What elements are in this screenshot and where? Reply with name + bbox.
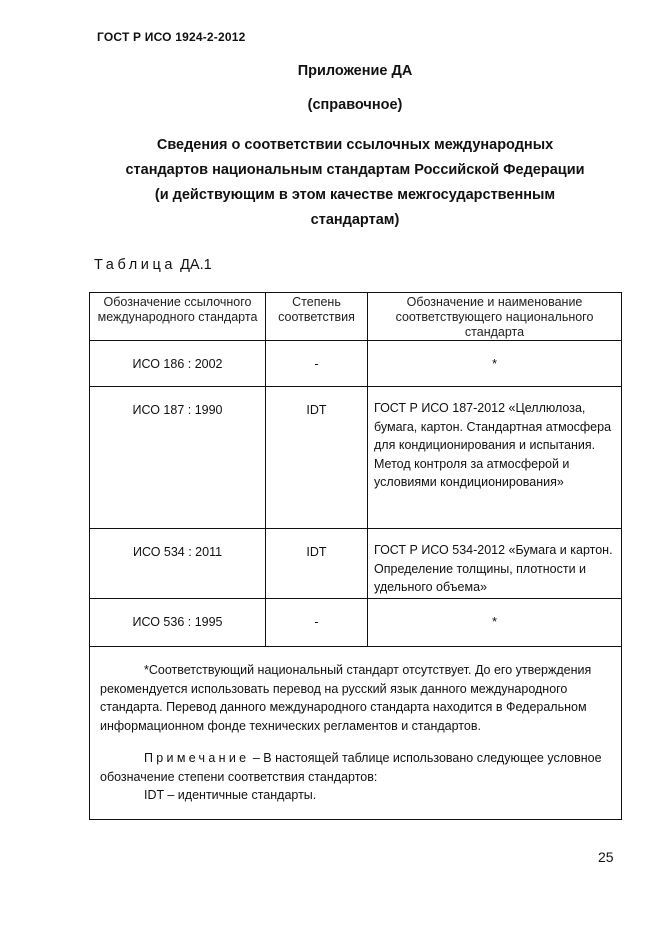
annex-heading-line: (и действующим в этом качестве межгосударственным [154, 187, 556, 203]
annex-title: Приложение ДА [297, 63, 413, 79]
note-item: IDT – идентичные стандарты. [144, 788, 317, 802]
annex-heading-line: Сведения о соответствии ссылочных международных [156, 137, 554, 153]
table-row [90, 341, 622, 387]
annex-heading-line: стандартов национальным стандартам Российской Федерации [125, 162, 585, 178]
cell-degree: IDT [266, 387, 368, 529]
table-footnote: *Соответствующий национальный стандарт отсутствует. До его утверждения рекомендуется использовать перевод на русский язык данного международного стандарта. Перевод данного международного стандарта находится в Федеральном информационном фонде технических регламентов и стандартов. [100, 663, 592, 733]
table-caption [94, 257, 212, 273]
table-header-row [90, 293, 622, 341]
note-label: Примечание [144, 751, 250, 765]
column-header-national: Обозначение и наименование соответствующего национального стандарта [368, 293, 622, 341]
table-row [90, 599, 622, 647]
table-row [90, 529, 622, 599]
cell-degree: - [266, 599, 368, 647]
table-notes-row [90, 647, 622, 820]
column-header-degree: Степень соответствия [266, 293, 368, 341]
cell-international: ИСО 187 : 1990 [90, 387, 266, 529]
note-text: – В настоящей таблице использовано следующее условное обозначение степени соответствия стандартов: [100, 751, 602, 784]
cell-national: ГОСТ Р ИСО 187-2012 «Целлюлоза, бумага, картон. Стандартная атмосфера для кондиционирования и испытания. Метод контроля за атмосферой и условиями кондиционирования» [368, 387, 622, 529]
cell-national: ГОСТ Р ИСО 534-2012 «Бумага и картон. Определение толщины, плотности и удельного объема» [368, 529, 622, 599]
annex-subtitle: (справочное) [307, 97, 403, 113]
cell-international: ИСО 186 : 2002 [90, 341, 266, 387]
table-caption-number: ДА.1 [180, 257, 212, 273]
table-row [90, 387, 622, 529]
table-note [100, 749, 611, 786]
annex-heading-line: стандартам) [310, 212, 400, 228]
column-header-international: Обозначение ссылочного международного стандарта [90, 293, 266, 341]
correspondence-table [89, 292, 622, 820]
cell-national: * [368, 599, 622, 647]
annex-heading [60, 133, 650, 233]
cell-international: ИСО 534 : 2011 [90, 529, 266, 599]
table-notes [90, 647, 622, 820]
page-number: 25 [598, 849, 614, 865]
table-caption-word: Таблица [94, 257, 177, 273]
cell-degree: IDT [266, 529, 368, 599]
cell-national: * [368, 341, 622, 387]
cell-degree: - [266, 341, 368, 387]
cell-international: ИСО 536 : 1995 [90, 599, 266, 647]
document-code-header: ГОСТ Р ИСО 1924-2-2012 [97, 30, 246, 44]
